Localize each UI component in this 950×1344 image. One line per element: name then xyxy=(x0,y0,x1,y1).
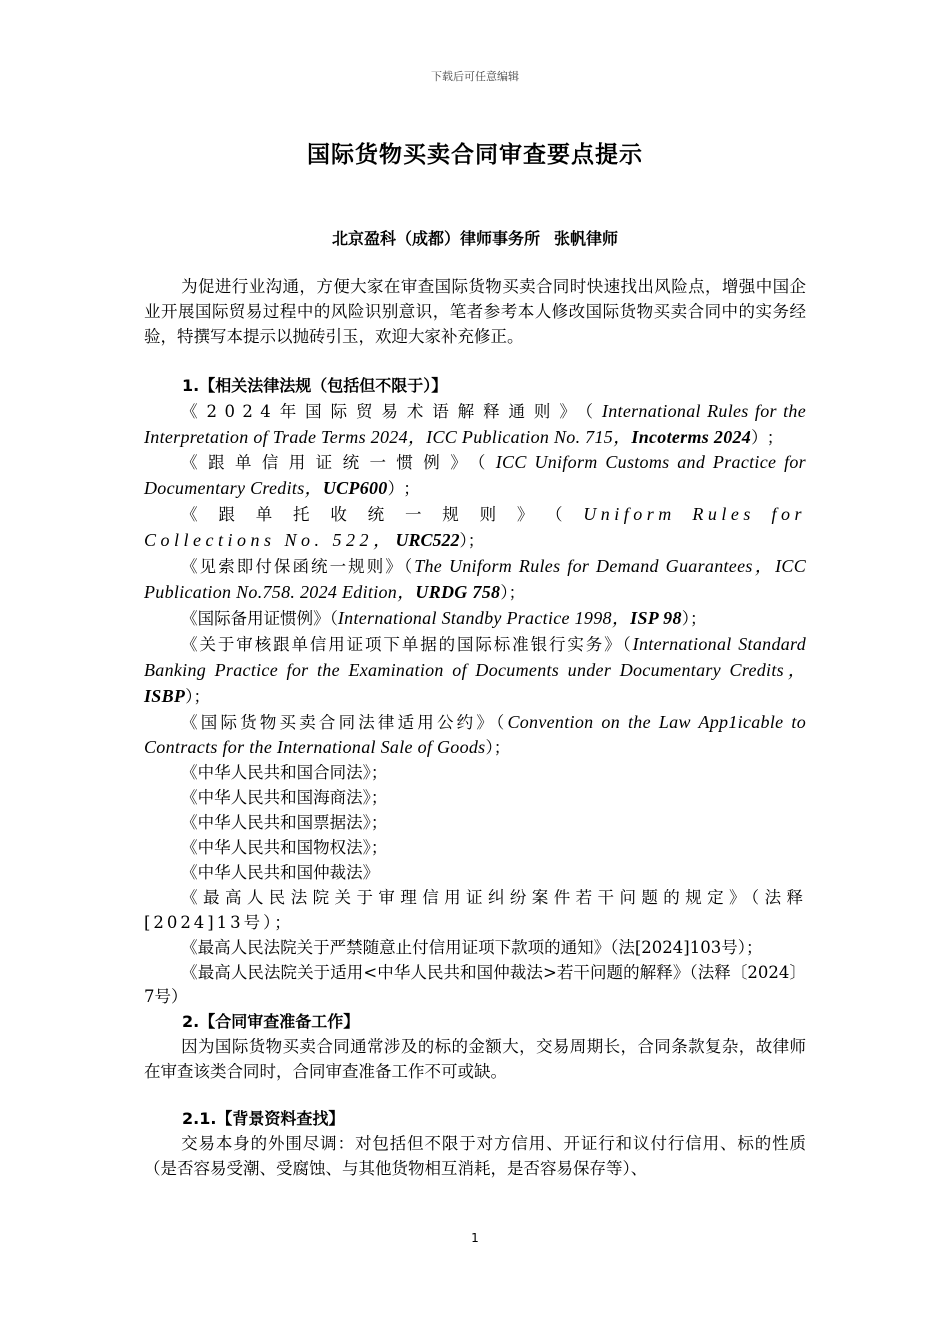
law-item: 《最高人民法院关于审理信用证纠纷案件若干问题的规定》（法释[2024]13号）； xyxy=(144,887,806,932)
section2-1-heading: 2.1.【背景资料查找】 xyxy=(182,1109,345,1129)
law-item: 《中华人民共和国票据法》； xyxy=(181,813,388,833)
law-item: 《2024年国际贸易术语解释通则》（International Rules for the Interpretation of Trade Terms 2024，ICC Publication No. 715，Incoterms 2024）； xyxy=(144,400,806,447)
law-item: 《国际备用证惯例》（International Standby Practice 1998，ISP 98）； xyxy=(181,607,707,628)
author-firm: 北京盈科（成都）律师事务所 xyxy=(331,229,540,248)
section2-1-paragraph: 交易本身的外围尽调：对包括但不限于对方信用、开证行和议付行信用、标的性质（是否容易受潮、受腐蚀、与其他货物相互消耗，是否容易保存等）、 xyxy=(144,1134,806,1178)
page-title: 国际货物买卖合同审查要点提示 xyxy=(307,142,643,168)
law-item: 《中华人民共和国仲裁法》 xyxy=(181,862,380,882)
law-item: 《中华人民共和国海商法》； xyxy=(181,788,388,808)
law-item: 《最高人民法院关于严禁随意止付信用证项下款项的通知》（法[2024]103号）； xyxy=(181,937,763,957)
law-item: 《跟单信用证统一惯例》（ICC Uniform Customs and Practice for Documentary Credits，UCP600）； xyxy=(144,452,806,499)
header-note: 下载后可任意编辑 xyxy=(431,70,519,83)
law-item: 《见索即付保函统一规则》（The Uniform Rules for Demand Guarantees，ICC Publication No.758. 2024 Edition，URDG 758）； xyxy=(144,556,807,602)
section2-heading: 2.【合同审查准备工作】 xyxy=(182,1012,360,1032)
document-body xyxy=(144,275,806,1182)
author-name: 张帆律师 xyxy=(554,229,619,248)
law-item: 《国际货物买卖合同法律适用公约》（Convention on the Law App1icable to Contracts for the International Sale of Goods）； xyxy=(144,711,806,758)
law-item: 《中华人民共和国合同法》； xyxy=(181,763,388,783)
law-item: 《最高人民法院关于适用<中华人民共和国仲裁法>若干问题的解释》（法释〔2024〕7号） xyxy=(144,962,806,1007)
law-item: 《跟单托收统一规则》（Uniform Rules for Collections No. 522，URC522）； xyxy=(144,504,806,551)
page-number: 1 xyxy=(471,1231,479,1245)
law-item: 《关于审核跟单信用证项下单据的国际标准银行实务》（International Standard Banking Practice for the Examination of Documents under Documentary Credits，ISBP）； xyxy=(144,633,806,706)
section1-heading: 1.【相关法律法规（包括但不限于）】 xyxy=(182,375,448,395)
law-item: 《中华人民共和国物权法》； xyxy=(181,838,388,858)
intro-paragraph: 为促进行业沟通，方便大家在审查国际货物买卖合同时快速找出风险点，增强中国企业开展国际贸易过程中的风险识别意识，笔者参考本人修改国际货物买卖合同中的实务经验，特撰写本提示以抛砖引玉，欢迎大家补充修正。 xyxy=(144,277,806,346)
section2-paragraph: 因为国际货物买卖合同通常涉及的标的金额大，交易周期长，合同条款复杂，故律师在审查该类合同时，合同审查准备工作不可或缺。 xyxy=(144,1037,806,1082)
author-line xyxy=(0,226,950,249)
